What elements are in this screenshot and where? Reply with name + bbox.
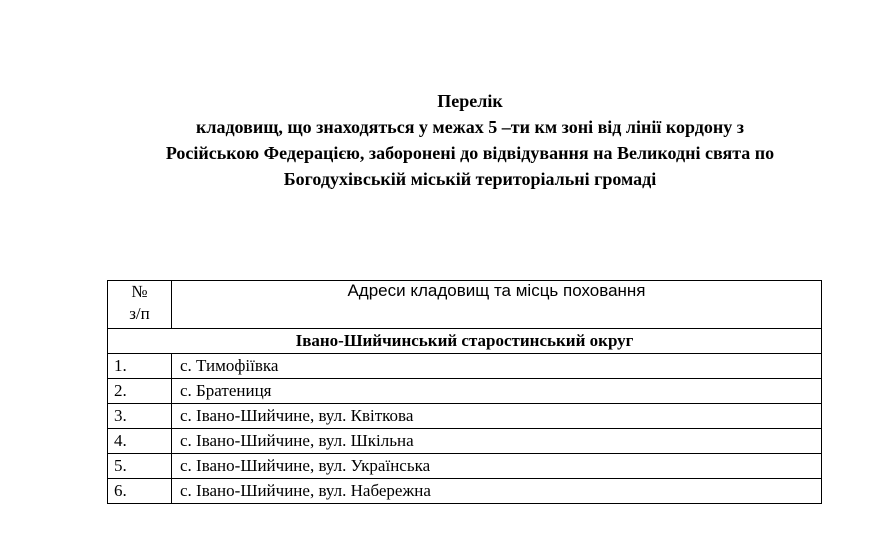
header-number-symbol: № <box>131 282 148 301</box>
title-line-4: Богодухівській міській територіальні громаді <box>283 169 657 189</box>
table-row <box>108 429 822 454</box>
header-number-abbr: з/п <box>129 304 150 323</box>
row-number: 3. <box>108 404 172 429</box>
title-line-3: Російською Федерацією, заборонені до відвідування на Великодні свята по <box>165 143 775 163</box>
document-title <box>60 88 875 192</box>
header-number <box>108 281 172 329</box>
header-address: Адреси кладовищ та місць поховання <box>172 281 822 329</box>
row-number: 2. <box>108 379 172 404</box>
title-line-2: кладовищ, що знаходяться у межах 5 –ти км зоні від лінії кордону з <box>195 117 744 137</box>
row-number: 5. <box>108 454 172 479</box>
row-number: 6. <box>108 479 172 504</box>
table-header-row <box>108 281 822 329</box>
table-row <box>108 379 822 404</box>
cemetery-table <box>107 280 822 504</box>
title-line-1: Перелік <box>437 91 503 111</box>
table-row <box>108 404 822 429</box>
row-address: с. Івано-Шийчине, вул. Шкільна <box>172 429 822 454</box>
row-address: с. Івано-Шийчине, вул. Квіткова <box>172 404 822 429</box>
row-number: 4. <box>108 429 172 454</box>
district-row <box>108 329 822 354</box>
row-address: с. Тимофіївка <box>172 354 822 379</box>
row-address: с. Івано-Шийчине, вул. Українська <box>172 454 822 479</box>
table-row <box>108 354 822 379</box>
row-address: с. Братениця <box>172 379 822 404</box>
row-number: 1. <box>108 354 172 379</box>
table-row <box>108 454 822 479</box>
table-row <box>108 479 822 504</box>
row-address: с. Івано-Шийчине, вул. Набережна <box>172 479 822 504</box>
district-name: Івано-Шийчинський старостинський округ <box>108 329 822 354</box>
